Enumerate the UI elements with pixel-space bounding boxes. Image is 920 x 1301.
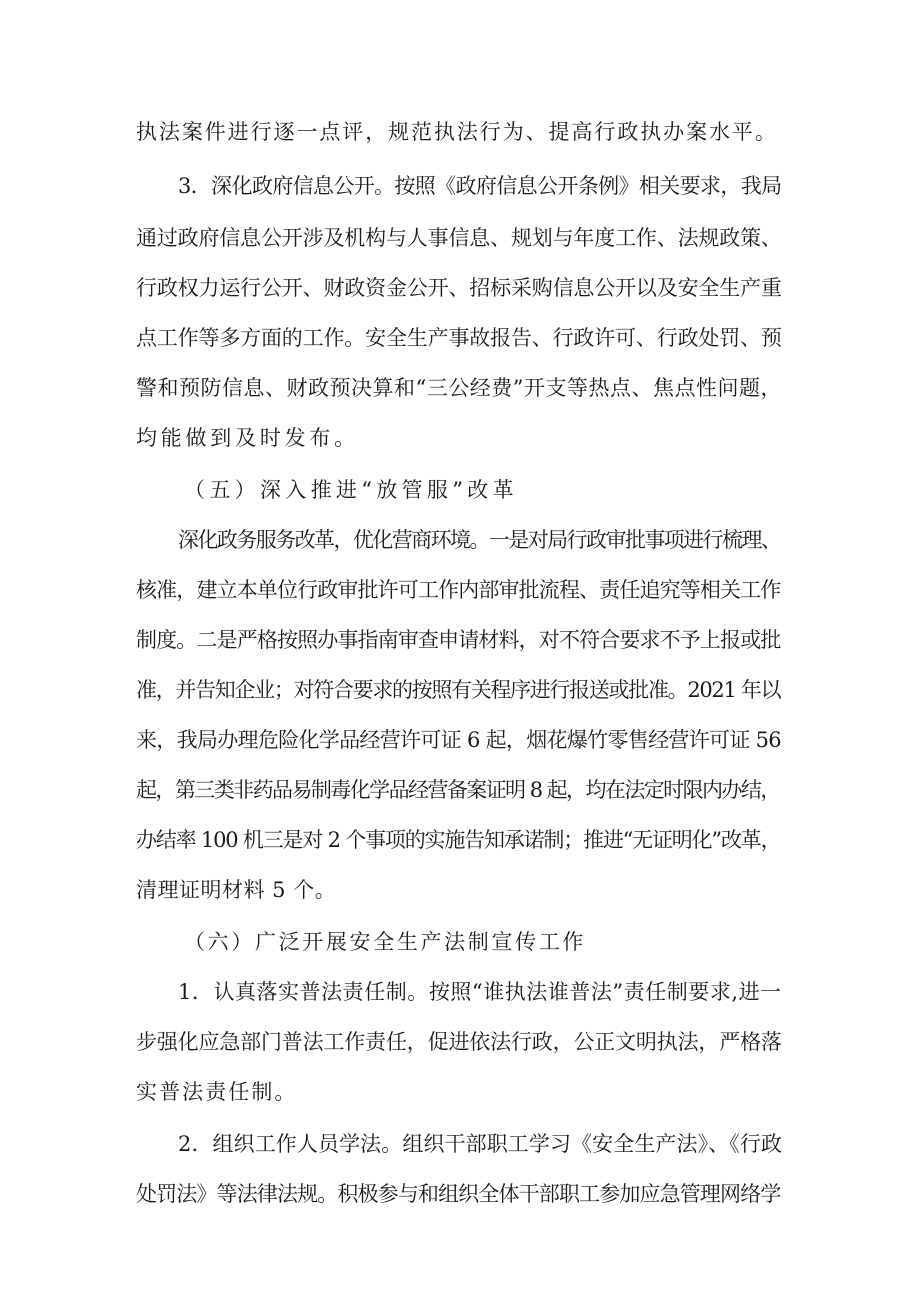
paragraph-line: 均能做到及时发布。 <box>136 426 359 450</box>
paragraph-line: 办结率 100 机三是对 2 个事项的实施告知承诺制；推进“无证明化”改革， <box>136 828 781 852</box>
paragraph-line: 通过政府信息公开涉及机构与人事信息、规划与年度工作、法规政策、 <box>136 226 782 250</box>
section-heading: （五）深入推进“放管服”改革 <box>184 478 518 502</box>
paragraph-line: 核准，建立本单位行政审批许可工作内部审批流程、责任追究等相关工作 <box>136 578 781 602</box>
paragraph-line: 执法案件进行逐一点评，规范执法行为、提高行政执办案水平。 <box>136 120 778 144</box>
paragraph-line: 清理证明材料 5 个。 <box>136 878 337 902</box>
paragraph-line: 点工作等多方面的工作。安全生产事故报告、行政许可、行政处罚、预 <box>136 326 782 350</box>
paragraph-line: 1．认真落实普法责任制。按照“谁执法谁普法”责任制要求,进一 <box>178 980 782 1004</box>
paragraph-line: 起，第三类非药品易制毒化学品经营备案证明 8 起，均在法定时限内办结， <box>136 778 780 802</box>
paragraph-line: 准，并告知企业；对符合要求的按照有关程序进行报送或批准。2021 年以 <box>136 678 781 702</box>
paragraph-line: 警和预防信息、财政预决算和“三公经费”开支等热点、焦点性问题， <box>136 376 782 400</box>
paragraph-line: 处罚法》等法律法规。积极参与和组织全体干部职工参加应急管理网络学 <box>136 1182 781 1206</box>
section-heading: （六）广泛开展安全生产法制宣传工作 <box>184 930 587 954</box>
paragraph-line: 制度。二是严格按照办事指南审查申请材料，对不符合要求不予上报或批 <box>136 628 781 652</box>
paragraph-line: 步强化应急部门普法工作责任，促进依法行政，公正文明执法，严格落 <box>136 1030 782 1054</box>
paragraph-line: 3．深化政府信息公开。按照《政府信息公开条例》相关要求，我局 <box>178 174 782 198</box>
paragraph-line: 深化政务服务改革，优化营商环境。一是对局行政审批事项进行梳理、 <box>178 528 781 552</box>
paragraph-line: 行政权力运行公开、财政资金公开、招标采购信息公开以及安全生产重 <box>136 276 782 300</box>
paragraph-line: 来，我局办理危险化学品经营许可证 6 起，烟花爆竹零售经营许可证 56 <box>136 728 781 752</box>
paragraph-line: 2．组织工作人员学法。组织干部职工学习《安全生产法》、《行政 <box>178 1132 783 1156</box>
paragraph-line: 实普法责任制。 <box>136 1080 298 1104</box>
